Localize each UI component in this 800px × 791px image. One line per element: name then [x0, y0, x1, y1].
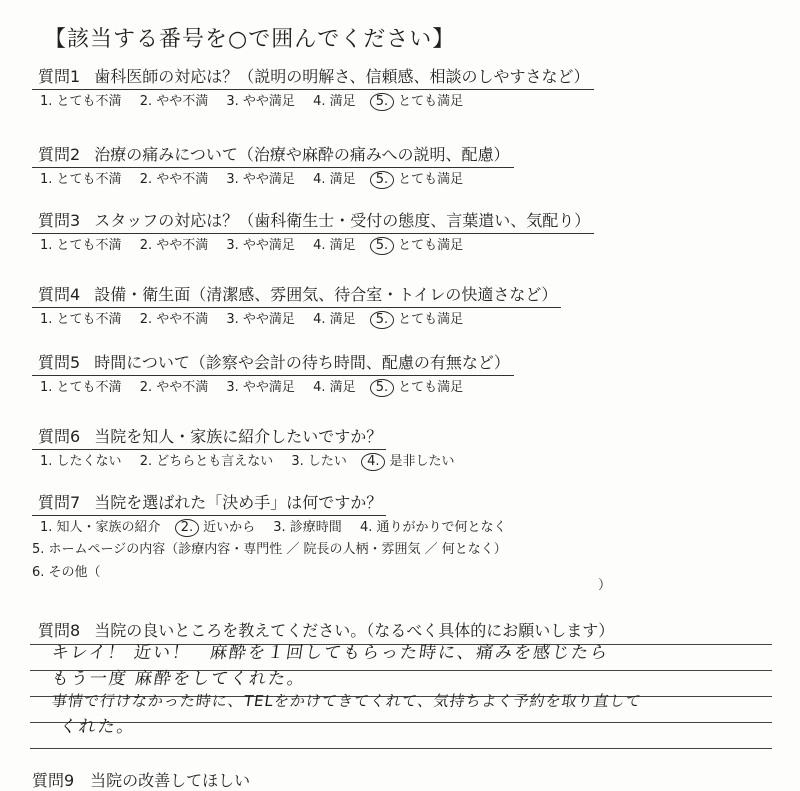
option-2[interactable]: 2. どちらとも言えない — [139, 454, 274, 469]
question-heading — [32, 144, 514, 168]
handwritten-line: くれた。 — [58, 717, 138, 737]
question-6 — [32, 426, 772, 471]
question-text: 設備・衛生面（清潔感、雰囲気、待合室・トイレの快適さなど） — [94, 285, 558, 304]
question-heading — [32, 426, 386, 450]
answer-options — [32, 379, 772, 397]
question-text: スタッフの対応は？（歯科衛生士・受付の態度、言葉遣い、気配り） — [94, 211, 591, 230]
option-3[interactable]: 3. やや満足 — [226, 312, 295, 327]
option-4[interactable]: 4. 通りがかりで何となく — [359, 520, 507, 535]
circled-number: 5. — [370, 379, 394, 397]
question-number: 質問5 — [38, 353, 81, 372]
option-2-selected[interactable]: 2. 近いから — [179, 519, 255, 537]
option-5-line[interactable]: 5. ホームページの内容（診療内容・専門性 ／ 院長の人柄・雰囲気 ／ 何となく） — [32, 542, 507, 557]
option-2[interactable]: 2. やや不満 — [139, 94, 209, 109]
option-4[interactable]: 4. 満足 — [313, 380, 356, 395]
question-text: 当院を選ばれた「決め手」は何ですか？ — [94, 493, 383, 512]
option-6-line[interactable]: 6. その他（ — [32, 565, 101, 580]
option-4[interactable]: 4. 満足 — [313, 94, 356, 109]
circled-number: 5. — [370, 93, 394, 111]
answer-rule — [30, 748, 772, 749]
question-number: 質問2 — [38, 145, 81, 164]
option-2[interactable]: 2. やや不満 — [139, 312, 209, 327]
option-3[interactable]: 3. やや満足 — [226, 172, 295, 187]
option-4-selected[interactable]: 4. 是非したい — [365, 453, 454, 471]
question-1 — [32, 66, 772, 111]
option-1[interactable]: 1. とても不満 — [40, 172, 122, 187]
option-5-selected[interactable]: 5. とても満足 — [374, 379, 463, 397]
option-4[interactable]: 4. 満足 — [313, 312, 356, 327]
option-4[interactable]: 4. 満足 — [313, 238, 356, 253]
question-5 — [32, 352, 772, 397]
option-3[interactable]: 3. したい — [291, 454, 347, 469]
option-3[interactable]: 3. 診療時間 — [273, 520, 342, 535]
circled-number: 4. — [361, 453, 385, 471]
answer-options — [32, 453, 772, 471]
answer-options — [32, 519, 772, 537]
option-2[interactable]: 2. やや不満 — [139, 172, 209, 187]
answer-rule — [30, 722, 772, 723]
circled-number: 2. — [175, 519, 199, 537]
handwritten-line: キレイ！ 近い！ 麻酔を１回してもらった時に、痛みを感じたら — [50, 643, 611, 663]
question-heading — [32, 66, 594, 90]
question-number: 質問1 — [38, 67, 81, 86]
option-1[interactable]: 1. とても不満 — [40, 312, 122, 327]
question-number: 質問6 — [38, 427, 81, 446]
question-text: 当院の良いところを教えてください。（なるべく具体的にお願いします） — [94, 621, 615, 640]
answer-options — [32, 93, 772, 111]
question-4 — [32, 284, 772, 329]
option-1[interactable]: 1. とても不満 — [40, 380, 122, 395]
question-number: 質問3 — [38, 211, 81, 230]
circled-number: 5. — [370, 171, 394, 189]
page-title: 【該当する番号を○で囲んでください】 — [44, 27, 456, 52]
option-1[interactable]: 1. 知人・家族の紹介 — [40, 520, 161, 535]
option-5-selected[interactable]: 5. とても満足 — [374, 171, 463, 189]
option-5-selected[interactable]: 5. とても満足 — [374, 93, 463, 111]
option-2[interactable]: 2. やや不満 — [139, 238, 209, 253]
question-heading — [32, 492, 386, 516]
handwritten-line: もう一度 麻酔をしてくれた。 — [50, 669, 308, 689]
answer-options — [32, 171, 772, 189]
question-text: 当院を知人・家族に紹介したいですか？ — [94, 427, 383, 446]
next-question-cutoff: 質問9 当院の改善してほしい — [32, 771, 251, 790]
handwritten-line: 事情で行けなかった時に、TELをかけてきてくれて、気持ちよく予約を取り直して — [50, 692, 643, 710]
option-4[interactable]: 4. 満足 — [313, 172, 356, 187]
answer-options — [32, 237, 772, 255]
question-text: 時間について（診察や会計の待ち時間、配慮の有無など） — [94, 353, 510, 372]
option-5-selected[interactable]: 5. とても満足 — [374, 311, 463, 329]
answer-options — [32, 311, 772, 329]
question-text: 治療の痛みについて（治療や麻酔の痛みへの説明、配慮） — [94, 145, 510, 164]
question-heading — [32, 210, 594, 234]
option-1[interactable]: 1. とても不満 — [40, 94, 122, 109]
option-3[interactable]: 3. やや満足 — [226, 238, 295, 253]
option-1[interactable]: 1. したくない — [40, 454, 122, 469]
option-2[interactable]: 2. やや不満 — [139, 380, 209, 395]
option-5-selected[interactable]: 5. とても満足 — [374, 237, 463, 255]
option-1[interactable]: 1. とても不満 — [40, 238, 122, 253]
question-heading — [32, 352, 514, 376]
circled-number: 5. — [370, 311, 394, 329]
question-number: 質問8 — [38, 621, 81, 640]
question-7 — [32, 492, 772, 583]
question-heading — [32, 284, 561, 308]
option-3[interactable]: 3. やや満足 — [226, 380, 295, 395]
option-3[interactable]: 3. やや満足 — [226, 94, 295, 109]
question-number: 質問4 — [38, 285, 81, 304]
question-3 — [32, 210, 772, 255]
question-text: 歯科医師の対応は？（説明の明解さ、信頼感、相談のしやすさなど） — [94, 67, 590, 86]
other-close-paren: ） — [598, 578, 612, 593]
circled-number: 5. — [370, 237, 394, 255]
question-number: 質問7 — [38, 493, 81, 512]
question-2 — [32, 144, 772, 189]
